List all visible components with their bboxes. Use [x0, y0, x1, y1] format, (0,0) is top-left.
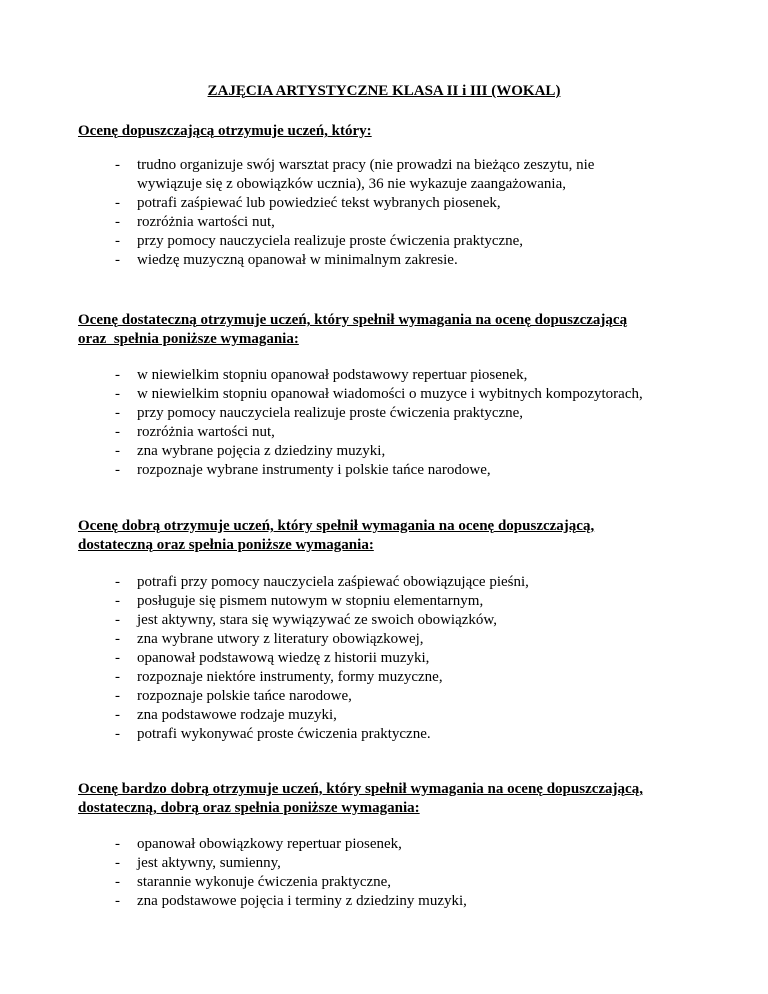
item-line: w niewielkim stopniu opanował podstawowy repertuar piosenek,	[137, 367, 528, 383]
document-title: ZAJĘCIA ARTYSTYCZNE KLASA II i III (WOKAL)	[207, 83, 561, 99]
list-item	[78, 461, 698, 480]
list-item	[78, 835, 698, 854]
dash-marker: -	[115, 874, 120, 890]
dash-marker: -	[115, 214, 120, 230]
item-line: zna podstawowe pojęcia i terminy z dziedziny muzyki,	[137, 893, 467, 909]
item-line: wywiązuje się z obowiązków ucznia), 36 nie wykazuje zaangażowania,	[137, 176, 566, 192]
list-item	[78, 232, 698, 251]
dash-marker: -	[115, 707, 120, 723]
dash-marker: -	[115, 726, 120, 742]
section-grade-sufficient	[78, 122, 698, 270]
list-item	[78, 630, 698, 649]
list-item	[78, 213, 698, 232]
dash-marker: -	[115, 631, 120, 647]
heading-line: Ocenę dostateczną otrzymuje uczeń, który spełnił wymagania na ocenę dopuszczającą	[78, 312, 628, 328]
list-item	[78, 423, 698, 442]
list-item	[78, 706, 698, 725]
item-line: rozpoznaje wybrane instrumenty i polskie tańce narodowe,	[137, 462, 491, 478]
requirements-list	[78, 156, 698, 270]
item-line: rozróżnia wartości nut,	[137, 214, 275, 230]
list-item	[78, 442, 698, 461]
list-item	[78, 854, 698, 873]
item-line: wiedzę muzyczną opanował w minimalnym zakresie.	[137, 252, 458, 268]
list-item	[78, 366, 698, 385]
requirements-list	[78, 573, 698, 744]
dash-marker: -	[115, 574, 120, 590]
dash-marker: -	[115, 893, 120, 909]
heading-line: Ocenę dopuszczającą otrzymuje uczeń, który:	[78, 123, 372, 139]
list-item	[78, 687, 698, 706]
item-line: zna wybrane utwory z literatury obowiązkowej,	[137, 631, 424, 647]
dash-marker: -	[115, 443, 120, 459]
dash-marker: -	[115, 367, 120, 383]
item-line: jest aktywny, sumienny,	[137, 855, 281, 871]
dash-marker: -	[115, 405, 120, 421]
item-line: potrafi przy pomocy nauczyciela zaśpiewać obowiązujące pieśni,	[137, 574, 529, 590]
dash-marker: -	[115, 855, 120, 871]
item-line: rozróżnia wartości nut,	[137, 424, 275, 440]
dash-marker: -	[115, 462, 120, 478]
heading-line: dostateczną, dobrą oraz spełnia poniższe wymagania:	[78, 800, 420, 816]
dash-marker: -	[115, 386, 120, 402]
heading-line: Ocenę bardzo dobrą otrzymuje uczeń, który spełnił wymagania na ocenę dopuszczającą,	[78, 781, 643, 797]
list-item	[78, 573, 698, 592]
list-item	[78, 404, 698, 423]
dash-marker: -	[115, 157, 120, 173]
dash-marker: -	[115, 688, 120, 704]
list-item	[78, 649, 698, 668]
item-line: zna wybrane pojęcia z dziedziny muzyki,	[137, 443, 386, 459]
section-heading	[78, 311, 698, 349]
item-line: opanował obowiązkowy repertuar piosenek,	[137, 836, 402, 852]
item-line: potrafi zaśpiewać lub powiedzieć tekst wybranych piosenek,	[137, 195, 501, 211]
dash-marker: -	[115, 650, 120, 666]
item-line: przy pomocy nauczyciela realizuje proste ćwiczenia praktyczne,	[137, 405, 524, 421]
dash-marker: -	[115, 836, 120, 852]
list-item	[78, 611, 698, 630]
list-item	[78, 873, 698, 892]
section-grade-satisfactory	[78, 311, 698, 480]
item-line: rozpoznaje polskie tańce narodowe,	[137, 688, 352, 704]
dash-marker: -	[115, 195, 120, 211]
heading-line: dostateczną oraz spełnia poniższe wymagania:	[78, 537, 374, 553]
item-line: potrafi wykonywać proste ćwiczenia praktyczne.	[137, 726, 431, 742]
dash-marker: -	[115, 593, 120, 609]
list-item	[78, 892, 698, 911]
section-heading	[78, 780, 698, 818]
heading-line: oraz spełnia poniższe wymagania:	[78, 331, 299, 347]
item-line: rozpoznaje niektóre instrumenty, formy muzyczne,	[137, 669, 443, 685]
list-item	[78, 385, 698, 404]
dash-marker: -	[115, 233, 120, 249]
list-item	[78, 592, 698, 611]
item-line: starannie wykonuje ćwiczenia praktyczne,	[137, 874, 392, 890]
item-line: przy pomocy nauczyciela realizuje proste ćwiczenia praktyczne,	[137, 233, 524, 249]
dash-marker: -	[115, 424, 120, 440]
section-grade-good	[78, 517, 698, 744]
dash-marker: -	[115, 669, 120, 685]
requirements-list	[78, 835, 698, 911]
requirements-list	[78, 366, 698, 480]
section-heading	[78, 122, 698, 141]
item-line: jest aktywny, stara się wywiązywać ze swoich obowiązków,	[137, 612, 498, 628]
dash-marker: -	[115, 612, 120, 628]
section-heading	[78, 517, 698, 555]
list-item	[78, 668, 698, 687]
item-line: opanował podstawową wiedzę z historii muzyki,	[137, 650, 430, 666]
item-line: posługuje się pismem nutowym w stopniu elementarnym,	[137, 593, 484, 609]
dash-marker: -	[115, 252, 120, 268]
list-item	[78, 194, 698, 213]
list-item	[78, 251, 698, 270]
list-item	[78, 156, 698, 194]
item-line: w niewielkim stopniu opanował wiadomości o muzyce i wybitnych kompozytorach,	[137, 386, 643, 402]
item-line: zna podstawowe rodzaje muzyki,	[137, 707, 337, 723]
heading-line: Ocenę dobrą otrzymuje uczeń, który spełnił wymagania na ocenę dopuszczającą,	[78, 518, 595, 534]
list-item	[78, 725, 698, 744]
item-line: trudno organizuje swój warsztat pracy (nie prowadzi na bieżąco zeszytu, nie	[137, 157, 595, 173]
section-grade-very-good	[78, 780, 698, 911]
